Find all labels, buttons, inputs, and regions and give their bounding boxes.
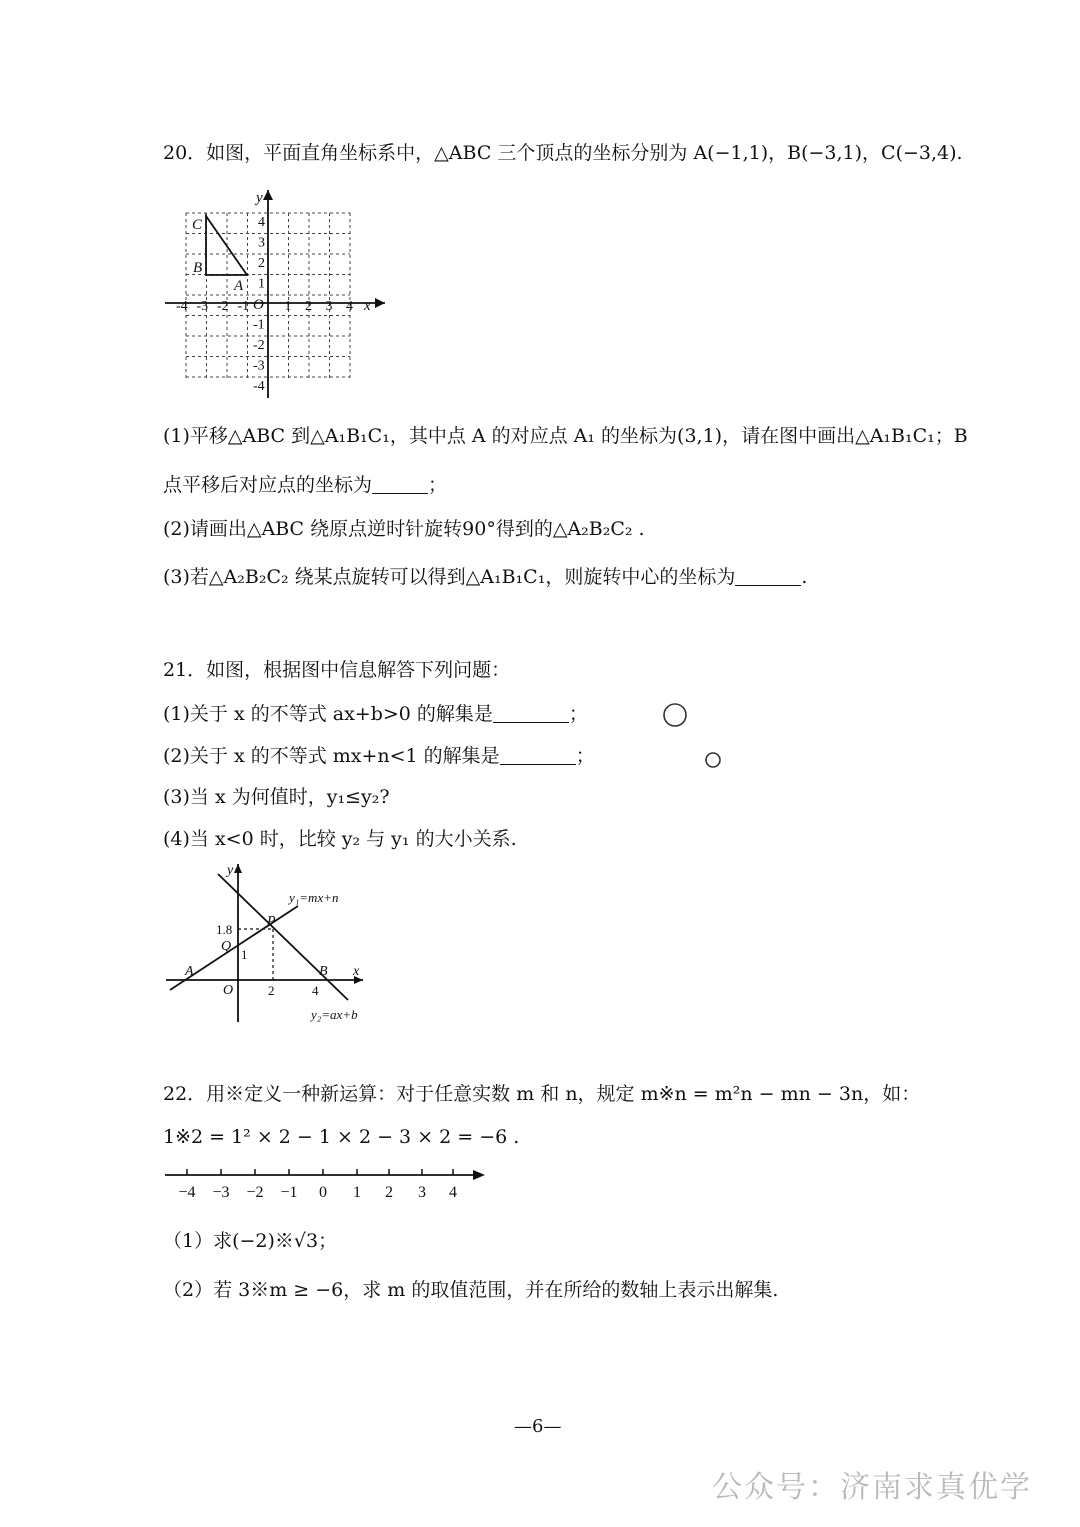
graph-mark-x2: 2: [268, 983, 275, 998]
watermark-text: 公众号：济南求真优学: [712, 1470, 1032, 1505]
q20-part1-blank[interactable]: [372, 475, 428, 494]
q21-part1-end: ；: [568, 703, 588, 725]
number-line-label: 2: [385, 1184, 393, 1201]
q20-part3-end: .: [801, 566, 808, 588]
q21-part1-blank[interactable]: [493, 704, 569, 723]
point-label-c: C: [192, 217, 203, 233]
q22-part2: （2）若 3※m ≥ −6，求 m 的取值范围，并在所给的数轴上表示出解集.: [163, 1279, 779, 1301]
q20-part3-blank[interactable]: [735, 567, 801, 586]
y-tick-label: -3: [253, 358, 265, 374]
number-line-label: −2: [246, 1184, 264, 1201]
q21-part2: [163, 745, 595, 768]
x-tick-label: -2: [217, 299, 229, 314]
graph-mark-1-8: 1.8: [216, 922, 233, 937]
y-tick-label: 4: [258, 215, 265, 230]
point-label-a: A: [234, 278, 244, 294]
graph-label-q: Q: [221, 939, 232, 954]
number-line-label: −4: [178, 1184, 196, 1201]
graph-mark-1: 1: [241, 947, 248, 962]
x-tick-label: -4: [176, 299, 188, 314]
q21-part4: (4)当 x<0 时，比较 y₂ 与 y₁ 的大小关系.: [163, 828, 517, 850]
y-tick-label: 3: [258, 235, 265, 251]
q21-part1: [163, 703, 588, 726]
q20-part2: (2)请画出△ABC 绕原点逆时针旋转90°得到的△A₂B₂C₂ .: [163, 518, 645, 540]
q22-stem: 22．用※定义一种新运算：对于任意实数 m 和 n，规定 m※n = m²n − mn − 3n，如：: [163, 1083, 921, 1105]
y-tick-label: 1: [258, 276, 265, 292]
origin-label: O: [253, 297, 264, 313]
graph-label-o: O: [223, 983, 234, 998]
graph-label-line2: y₂=ax+b: [311, 1007, 358, 1022]
y-tick-label: -2: [253, 338, 265, 353]
scan-mark-circles: [660, 700, 740, 780]
q21-part2-blank[interactable]: [500, 746, 576, 765]
y-axis-label: y: [256, 190, 263, 206]
graph-mark-x4: 4: [312, 983, 319, 998]
graph-label-b: B: [319, 964, 328, 979]
graph-label-a: A: [185, 964, 194, 979]
q21-part1-text: (1)关于 x 的不等式 ax+b>0 的解集是: [163, 703, 493, 725]
q21-function-graph: [163, 862, 373, 1027]
graph-label-x-axis: x: [353, 964, 360, 979]
graph-label-p: P: [267, 914, 276, 929]
q20-part3: [163, 566, 807, 589]
x-tick-label: -3: [196, 299, 209, 314]
number-line-label: 0: [319, 1184, 327, 1201]
q22-part1: （1）求(−2)※√3；: [163, 1230, 338, 1252]
number-line-label: −3: [212, 1184, 230, 1201]
graph-label-y-axis: y: [227, 863, 234, 878]
q21-part2-end: ；: [575, 745, 595, 767]
q21-part3: (3)当 x 为何值时，y₁≤y₂?: [163, 786, 390, 808]
q20-coordinate-grid: [160, 188, 400, 418]
q20-part3-text: (3)若△A₂B₂C₂ 绕某点旋转可以得到△A₁B₁C₁，则旋转中心的坐标为: [163, 566, 736, 588]
number-line-label: −1: [280, 1184, 298, 1201]
page-number: —6—: [514, 1416, 562, 1437]
q21-stem: 21．如图，根据图中信息解答下列问题：: [163, 659, 511, 681]
q20-part1-text: 点平移后对应点的坐标为: [163, 474, 373, 496]
y-tick-label: -4: [253, 379, 265, 394]
x-tick-label: 2: [305, 299, 312, 314]
q20-part1-line1: (1)平移△ABC 到△A₁B₁C₁，其中点 A 的对应点 A₁ 的坐标为(3,1)，请在图中画出△A₁B₁C₁；B: [163, 425, 968, 447]
x-tick-label: 3: [325, 299, 333, 314]
x-tick-label: 1: [284, 299, 292, 314]
x-tick-label: -1: [237, 299, 250, 314]
q20-stem: 20．如图，平面直角坐标系中，△ABC 三个顶点的坐标分别为 A(−1,1)，B(−3,1)，C(−3,4).: [163, 142, 963, 164]
number-line-label: 3: [418, 1184, 426, 1201]
y-tick-label: -1: [253, 317, 265, 333]
graph-label-line1: y₁=mx+n: [289, 890, 339, 905]
x-axis-label: x: [364, 298, 371, 314]
y-tick-label: 2: [258, 256, 265, 271]
number-line-label: 1: [353, 1184, 361, 1201]
q20-part1-end: ；: [428, 474, 448, 496]
x-tick-label: 4: [346, 299, 353, 314]
number-line-label: 4: [449, 1184, 457, 1201]
q21-part2-text: (2)关于 x 的不等式 mx+n<1 的解集是: [163, 745, 500, 767]
q22-example: 1※2 = 1² × 2 − 1 × 2 − 3 × 2 = −6 .: [163, 1126, 520, 1148]
point-label-b: B: [193, 260, 203, 276]
q20-part1-line2: [163, 474, 447, 497]
q22-number-line: [163, 1165, 493, 1205]
